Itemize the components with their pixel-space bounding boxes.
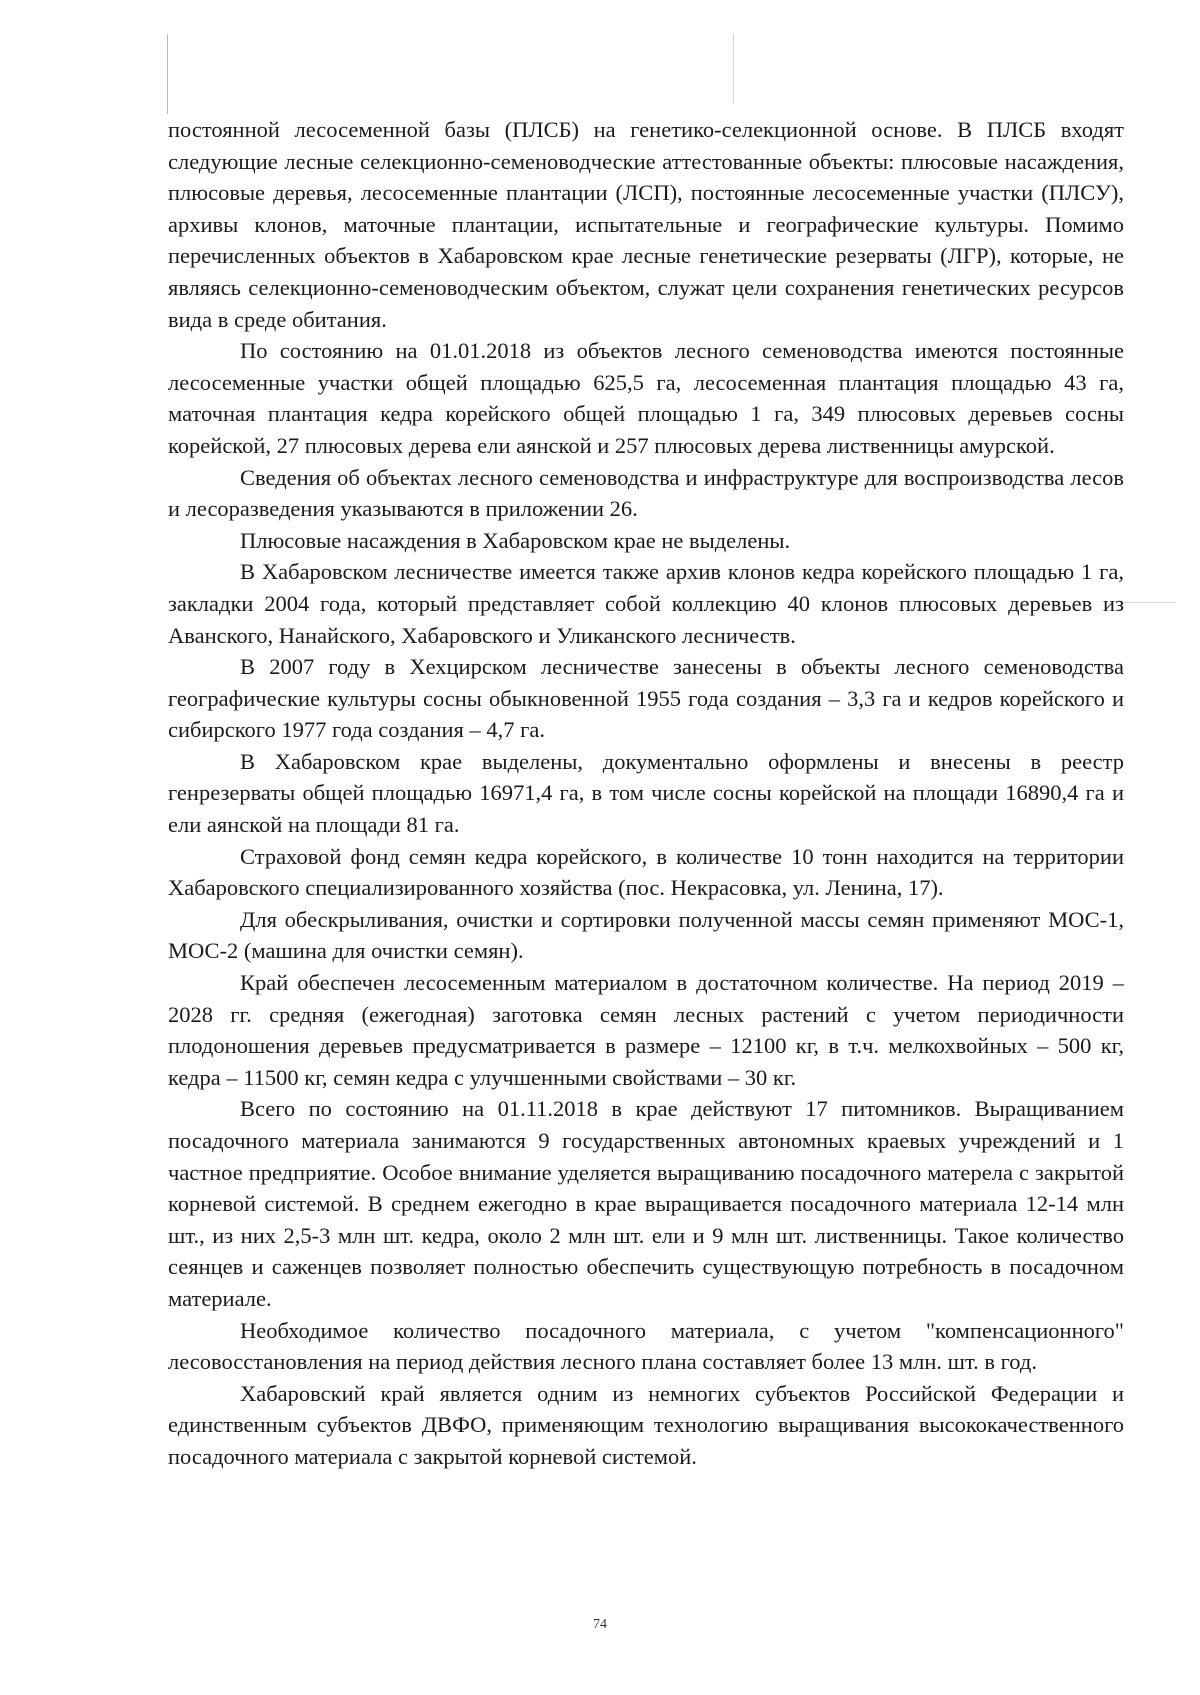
paragraph-8: Страховой фонд семян кедра корейского, в количестве 10 тонн находится на территории Хабаровского специализированного хозяйства (пос. Некрасовка, ул. Ленина, 17). [168,843,1124,901]
scan-artifact-left [167,34,168,114]
paragraph-1: постоянной лесосеменной базы (ПЛСБ) на генетико-селекционной основе. В ПЛСБ входят следующие лесные селекционно-семеноводческие аттестованные объекты: плюсовые насаждения, плюсовые деревья, лесосеменные плантации (ЛСП), постоянные лесосеменные участки (ПЛСУ), архивы клонов, маточные плантации, испытательные и географические культуры. Помимо перечисленных объектов в Хабаровском крае лесные генетические резерваты (ЛГР), которые, не являясь селекционно-семеноводческим объектом, служат цели сохранения генетических ресурсов вида в среде обитания. [168,117,1124,332]
paragraph-6: В 2007 году в Хехцирском лесничестве занесены в объекты лесного семеноводства географические культуры сосны обыкновенной 1955 года создания – 3,3 га и кедров корейского и сибирского 1977 года создания – 4,7 га. [168,654,1124,743]
paragraph-12: Необходимое количество посадочного материала, с учетом "компенсационного" лесовосстановления на период действия лесного плана составляет более 13 млн. шт. в год. [168,1317,1124,1375]
paragraph-7: В Хабаровском крае выделены, документально оформлены и внесены в реестр генрезерваты общей площадью 16971,4 га, в том числе сосны корейской на площади 16890,4 га и ели аянской на площади 81 га. [168,748,1124,838]
paragraph-13: Хабаровский край является одним из немногих субъектов Российской Федерации и единственным субъектов ДВФО, применяющим технологию выращивания высококачественного посадочного материала с закрытой корневой системой. [168,1380,1124,1469]
page-number: 74 [593,1617,607,1632]
paragraph-2: По состоянию на 01.01.2018 из объектов лесного семеноводства имеются постоянные лесосеменные участки общей площадью 625,5 га, лесосеменная плантация площадью 43 га, маточная плантация кедра корейского общей площадью 1 га, 349 плюсовых деревьев сосны корейской, 27 плюсовых дерева ели аянской и 257 плюсовых дерева лиственницы амурской. [168,338,1124,458]
scan-artifact-right [1120,602,1176,603]
paragraph-5: В Хабаровском лесничестве имеется также архив клонов кедра корейского площадью 1 га, закладки 2004 года, который представляет собой коллекцию 40 клонов плюсовых деревьев из Аванского, Нанайского, Хабаровского и Уликанского лесничеств. [168,559,1124,648]
scan-artifact-center [733,34,734,104]
paragraph-9: Для обескрыливания, очистки и сортировки полученной массы семян применяют МОС-1, МОС-2 (машина для очистки семян). [168,906,1124,964]
document-body [168,114,1124,1473]
paragraph-3: Сведения об объектах лесного семеноводства и инфраструктуре для воспроизводства лесов и лесоразведения указываются в приложении 26. [168,464,1124,522]
paragraph-11: Всего по состоянию на 01.11.2018 в крае действуют 17 питомников. Выращиванием посадочного материала занимаются 9 государственных автономных краевых учреждений и 1 частное предприятие. Особое внимание уделяется выращиванию посадочного матерела с закрытой корневой системой. В среднем ежегодно в крае выращивается посадочного материала 12-14 млн шт., из них 2,5-3 млн шт. кедра, около 2 млн шт. ели и 9 млн шт. лиственницы. Такое количество сеянцев и саженцев позволяет полностью обеспечить существующую потребность в посадочном материале. [168,1096,1124,1311]
paragraph-10: Край обеспечен лесосеменным материалом в достаточном количестве. На период 2019 – 2028 гг. средняя (ежегодная) заготовка семян лесных растений с учетом периодичности плодоношения деревьев предусматривается в размере – 12100 кг, в т.ч. мелкохвойных – 500 кг, кедра – 11500 кг, семян кедра с улучшенными свойствами – 30 кг. [168,970,1124,1090]
paragraph-4: Плюсовые насаждения в Хабаровском крае не выделены. [240,527,791,553]
